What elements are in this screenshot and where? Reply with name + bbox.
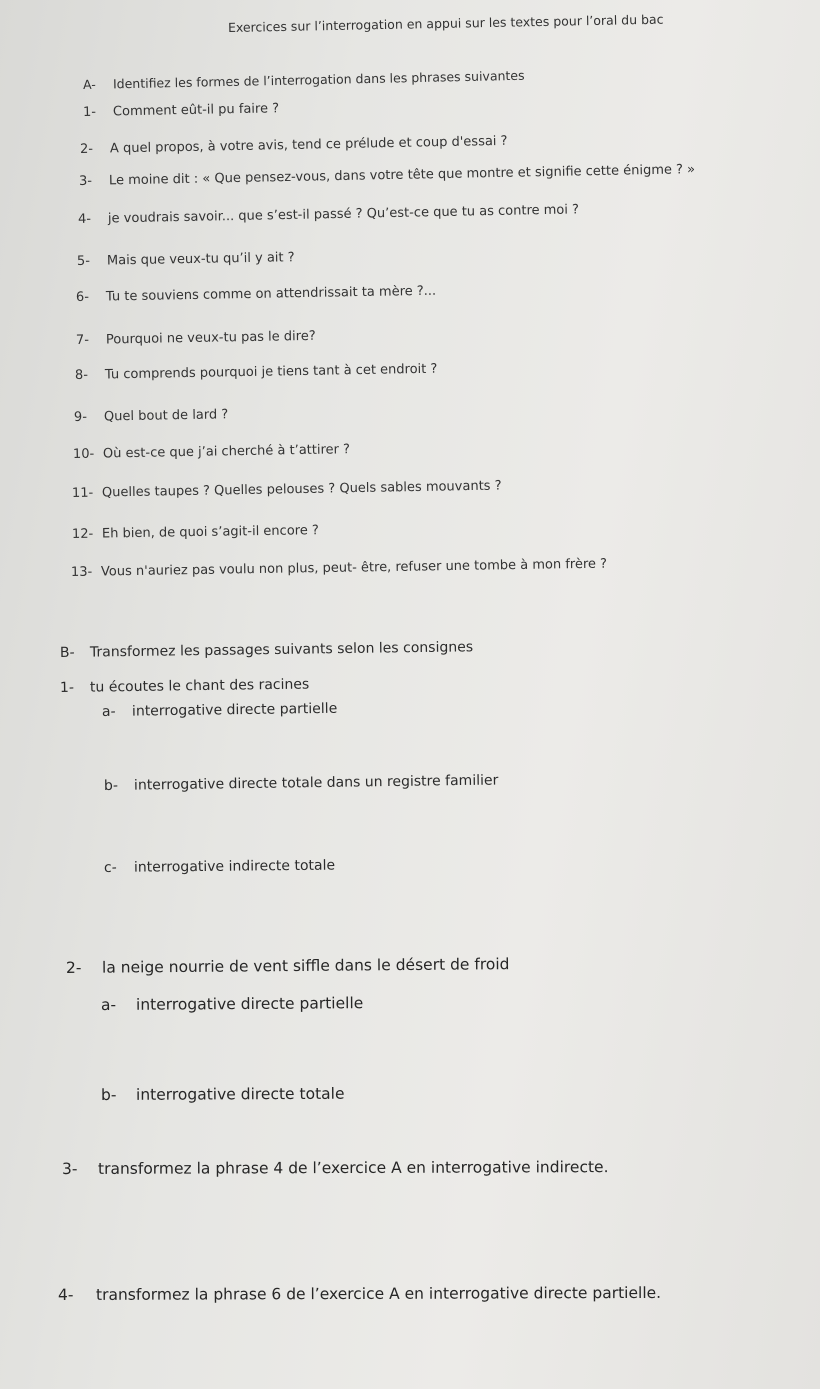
question-number: 1- [82,104,97,120]
instruction-text: interrogative directe partielle [135,994,364,1014]
question-number: 8- [74,367,89,383]
exercise-instruction: transformez la phrase 6 de l’exercice A en interrogative directe partielle. [95,1283,662,1304]
section-a-heading-text: Identifiez les formes de l’interrogation dans les phrases suivantes [112,67,525,92]
question-number: 10- [72,446,95,462]
question-item [80,134,508,157]
question-number: 4- [77,211,92,227]
question-item [78,202,579,227]
section-a-number: A- [82,76,96,92]
question-text: Tu comprends pourquoi je tiens tant à cet endroit ? [104,361,438,383]
question-text: Le moine dit : « Que pensez-vous, dans votre tête que montre et signifie cette énigme ? » [108,162,696,189]
question-number: 3- [78,173,93,189]
question-item [77,250,295,269]
exercise-number: 3- [61,1159,78,1178]
question-item [71,557,607,580]
instruction-text: interrogative indirecte totale [133,857,336,876]
question-number: 2- [79,141,94,157]
question-text: je voudrais savoir... que s’est-il passé ? Qu’est-ce que tu as contre moi ? [107,202,580,227]
question-text: Eh bien, de quoi s’agit-il encore ? [101,523,319,542]
question-item [73,442,350,462]
page-title: Exercices sur l’interrogation en appui sur les textes pour l’oral du bac [227,11,664,35]
question-text: Où est-ce que j’ai cherché à t’attirer ? [102,442,351,462]
exercise-sentence: la neige nourrie de vent siffle dans le désert de froid [101,955,510,977]
section-b-heading [60,639,473,661]
exercise-1-prompt [60,677,309,696]
question-item [72,523,319,542]
exercise-instruction: transformez la phrase 4 de l’exercice A en interrogative indirecte. [97,1158,609,1178]
question-number: 6- [75,289,90,305]
instruction-letter: b- [103,777,119,794]
exercise-4-prompt [58,1284,661,1304]
instruction-text: interrogative directe partielle [131,700,338,720]
question-text: Quel bout de lard ? [103,407,229,425]
question-item [72,479,502,501]
question-text: Tu te souviens comme on attendrissait ta mère ?... [105,283,437,305]
question-text: A quel propos, à votre avis, tend ce prélude et coup d'essai ? [109,133,508,157]
exercise-3-prompt [62,1158,609,1178]
question-number: 12- [71,526,94,542]
exercise-1-instruction-a [102,701,337,720]
instruction-text: interrogative directe totale [135,1084,345,1104]
question-item [76,329,316,348]
question-number: 7- [75,332,90,348]
question-text: Comment eût-il pu faire ? [112,101,280,120]
question-number: 13- [70,564,93,580]
instruction-letter: a- [100,995,117,1014]
section-a-heading [83,68,525,92]
question-text: Pourquoi ne veux-tu pas le dire? [105,328,316,348]
section-b-number: B- [59,644,75,661]
question-number: 5- [76,253,91,269]
exercise-2-prompt [66,955,510,977]
question-number: 11- [71,485,94,501]
exercise-number: 2- [65,958,82,977]
question-item [79,162,695,189]
question-text: Mais que veux-tu qu’il y ait ? [106,250,295,269]
question-item [83,101,279,120]
question-item [75,362,438,383]
exercise-2-instruction-b [101,1085,345,1104]
exercise-2-instruction-a [101,994,363,1014]
question-item [76,284,436,305]
instruction-letter: c- [103,859,117,876]
exercise-number: 4- [57,1285,74,1304]
question-text: Quelles taupes ? Quelles pelouses ? Quels sables mouvants ? [101,478,502,501]
exercise-1-instruction-c [104,858,335,876]
section-b-heading-text: Transformez les passages suivants selon les consignes [89,639,474,661]
instruction-letter: a- [101,703,116,720]
question-item [74,407,228,425]
question-text: Vous n'auriez pas voulu non plus, peut- être, refuser une tombe à mon frère ? [100,556,608,580]
instruction-letter: b- [100,1085,117,1104]
exercise-number: 1- [59,679,75,696]
question-number: 9- [73,409,88,425]
instruction-text: interrogative directe totale dans un registre familier [133,772,499,794]
exercise-sentence: tu écoutes le chant des racines [89,676,310,696]
exercise-1-instruction-b [104,772,499,794]
